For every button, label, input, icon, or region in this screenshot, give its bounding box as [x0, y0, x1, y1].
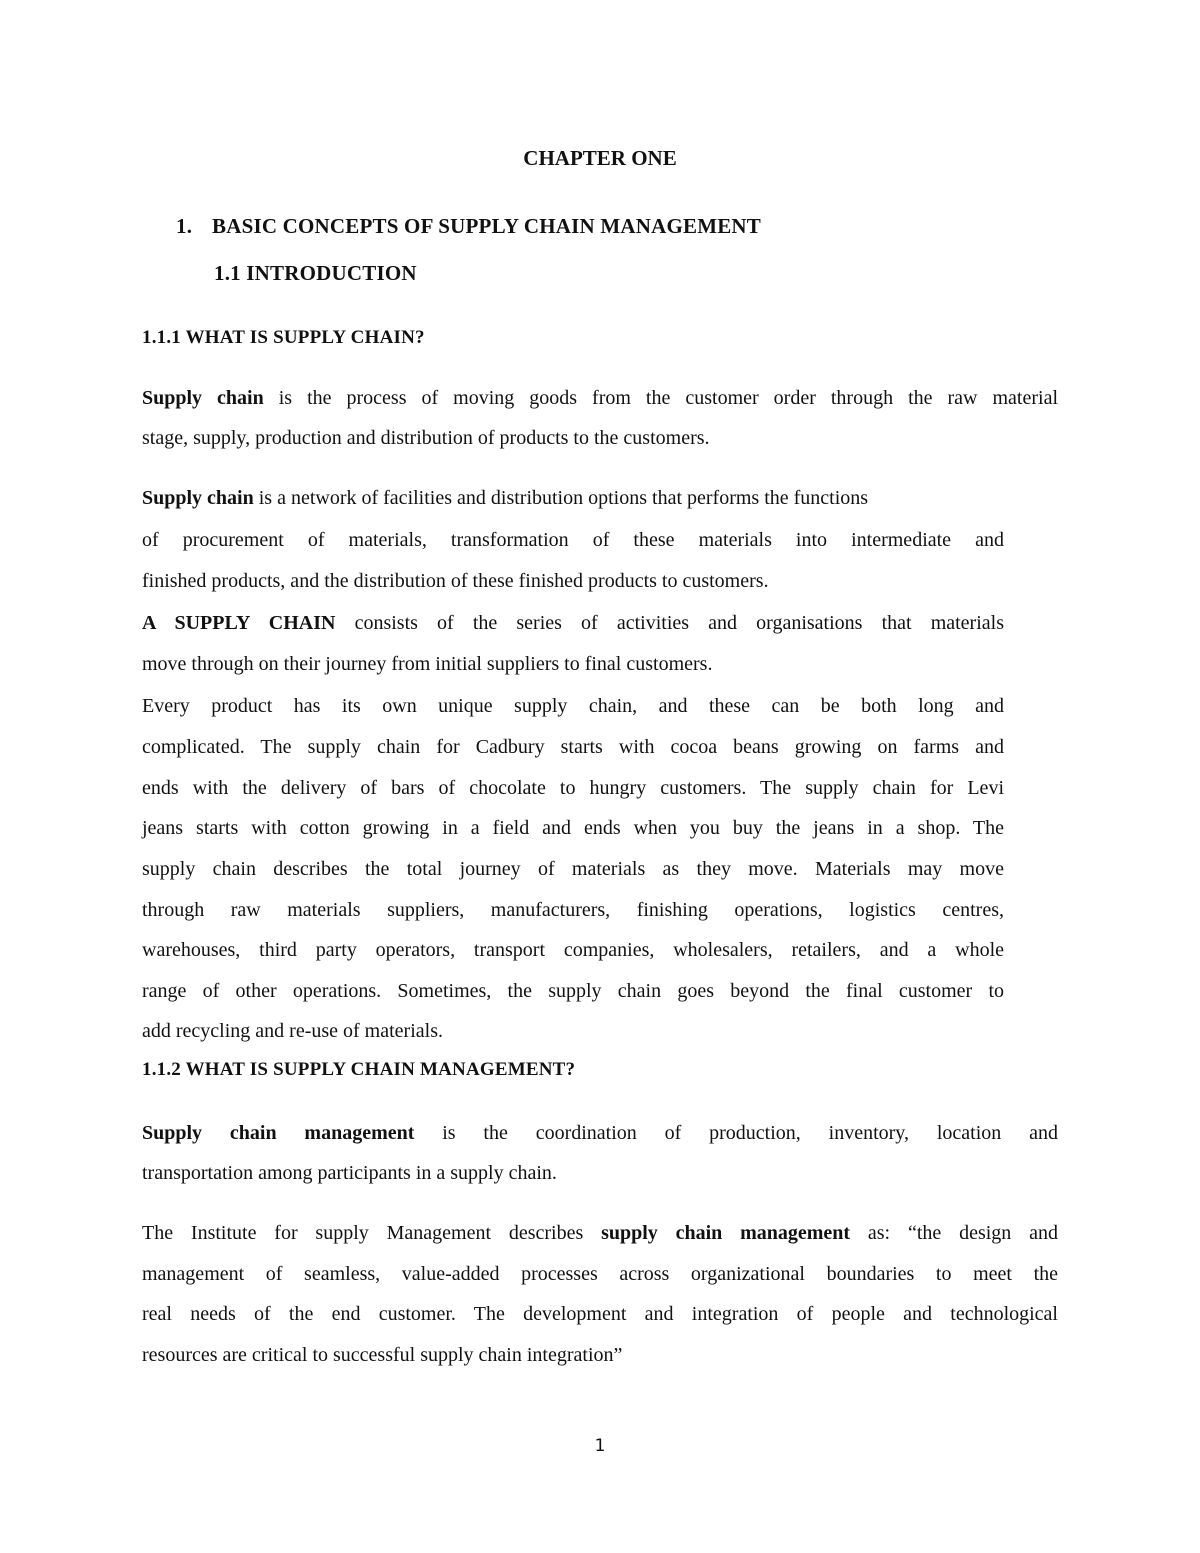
text-span: The Institute for supply Management describes [142, 1222, 602, 1244]
paragraph-line: move through on their journey from initial suppliers to final customers. [142, 653, 713, 675]
bold-term: Supply chain [142, 487, 254, 509]
text-span: as: “the design and [850, 1222, 1058, 1244]
section-number: 1. [176, 214, 193, 238]
paragraph-line: through raw materials suppliers, manufacturers, finishing operations, logistics centres, [142, 899, 1004, 921]
paragraph-line: finished products, and the distribution of these finished products to customers. [142, 570, 769, 592]
paragraph-line [142, 611, 1004, 635]
paragraph-line: management of seamless, value-added processes across organizational boundaries to meet the [142, 1263, 1058, 1285]
paragraph-line [142, 1221, 1058, 1245]
paragraph-line [142, 386, 1058, 410]
text-span: consists of the series of activities and organisations that materials [335, 612, 1004, 634]
paragraph-line: stage, supply, production and distribution of products to the customers. [142, 427, 710, 449]
paragraph-line: complicated. The supply chain for Cadbury starts with cocoa beans growing on farms and [142, 736, 1004, 758]
bold-term: supply chain management [601, 1222, 851, 1244]
paragraph-line: Every product has its own unique supply chain, and these can be both long and [142, 695, 1004, 717]
chapter-title: CHAPTER ONE [523, 146, 677, 170]
paragraph-line: range of other operations. Sometimes, the supply chain goes beyond the final customer to [142, 980, 1004, 1002]
paragraph-line: transportation among participants in a supply chain. [142, 1162, 557, 1184]
bold-term: Supply chain management [142, 1122, 415, 1144]
paragraph-line: real needs of the end customer. The development and integration of people and technological [142, 1303, 1058, 1325]
text-span: is a network of facilities and distribution options that performs the functions [253, 487, 869, 509]
paragraph-line: of procurement of materials, transformation of these materials into intermediate and [142, 529, 1004, 551]
text-span: is the process of moving goods from the customer order through the raw material [263, 387, 1058, 409]
text-span: is the coordination of production, inventory, location and [414, 1122, 1058, 1144]
paragraph-line: resources are critical to successful supply chain integration” [142, 1344, 623, 1366]
bold-term: A SUPPLY CHAIN [142, 612, 336, 634]
paragraph-line: warehouses, third party operators, transport companies, wholesalers, retailers, and a whole [142, 939, 1004, 961]
subsection-title-what-is-supply-chain: 1.1.1 WHAT IS SUPPLY CHAIN? [142, 327, 425, 348]
paragraph-line: add recycling and re-use of materials. [142, 1020, 443, 1042]
paragraph-line: ends with the delivery of bars of chocolate to hungry customers. The supply chain for Levi [142, 777, 1004, 799]
paragraph-line [142, 486, 868, 510]
subsection-title-what-is-scm: 1.1.2 WHAT IS SUPPLY CHAIN MANAGEMENT? [142, 1059, 576, 1080]
section-title: BASIC CONCEPTS OF SUPPLY CHAIN MANAGEMENT [212, 214, 762, 238]
paragraph-line [142, 1121, 1058, 1145]
page-number: 1 [594, 1436, 606, 1456]
paragraph-line: jeans starts with cotton growing in a field and ends when you buy the jeans in a shop. The [142, 817, 1004, 839]
paragraph-line: supply chain describes the total journey of materials as they move. Materials may move [142, 858, 1004, 880]
bold-term: Supply chain [142, 387, 264, 409]
subsection-title-introduction: 1.1 INTRODUCTION [214, 261, 417, 285]
